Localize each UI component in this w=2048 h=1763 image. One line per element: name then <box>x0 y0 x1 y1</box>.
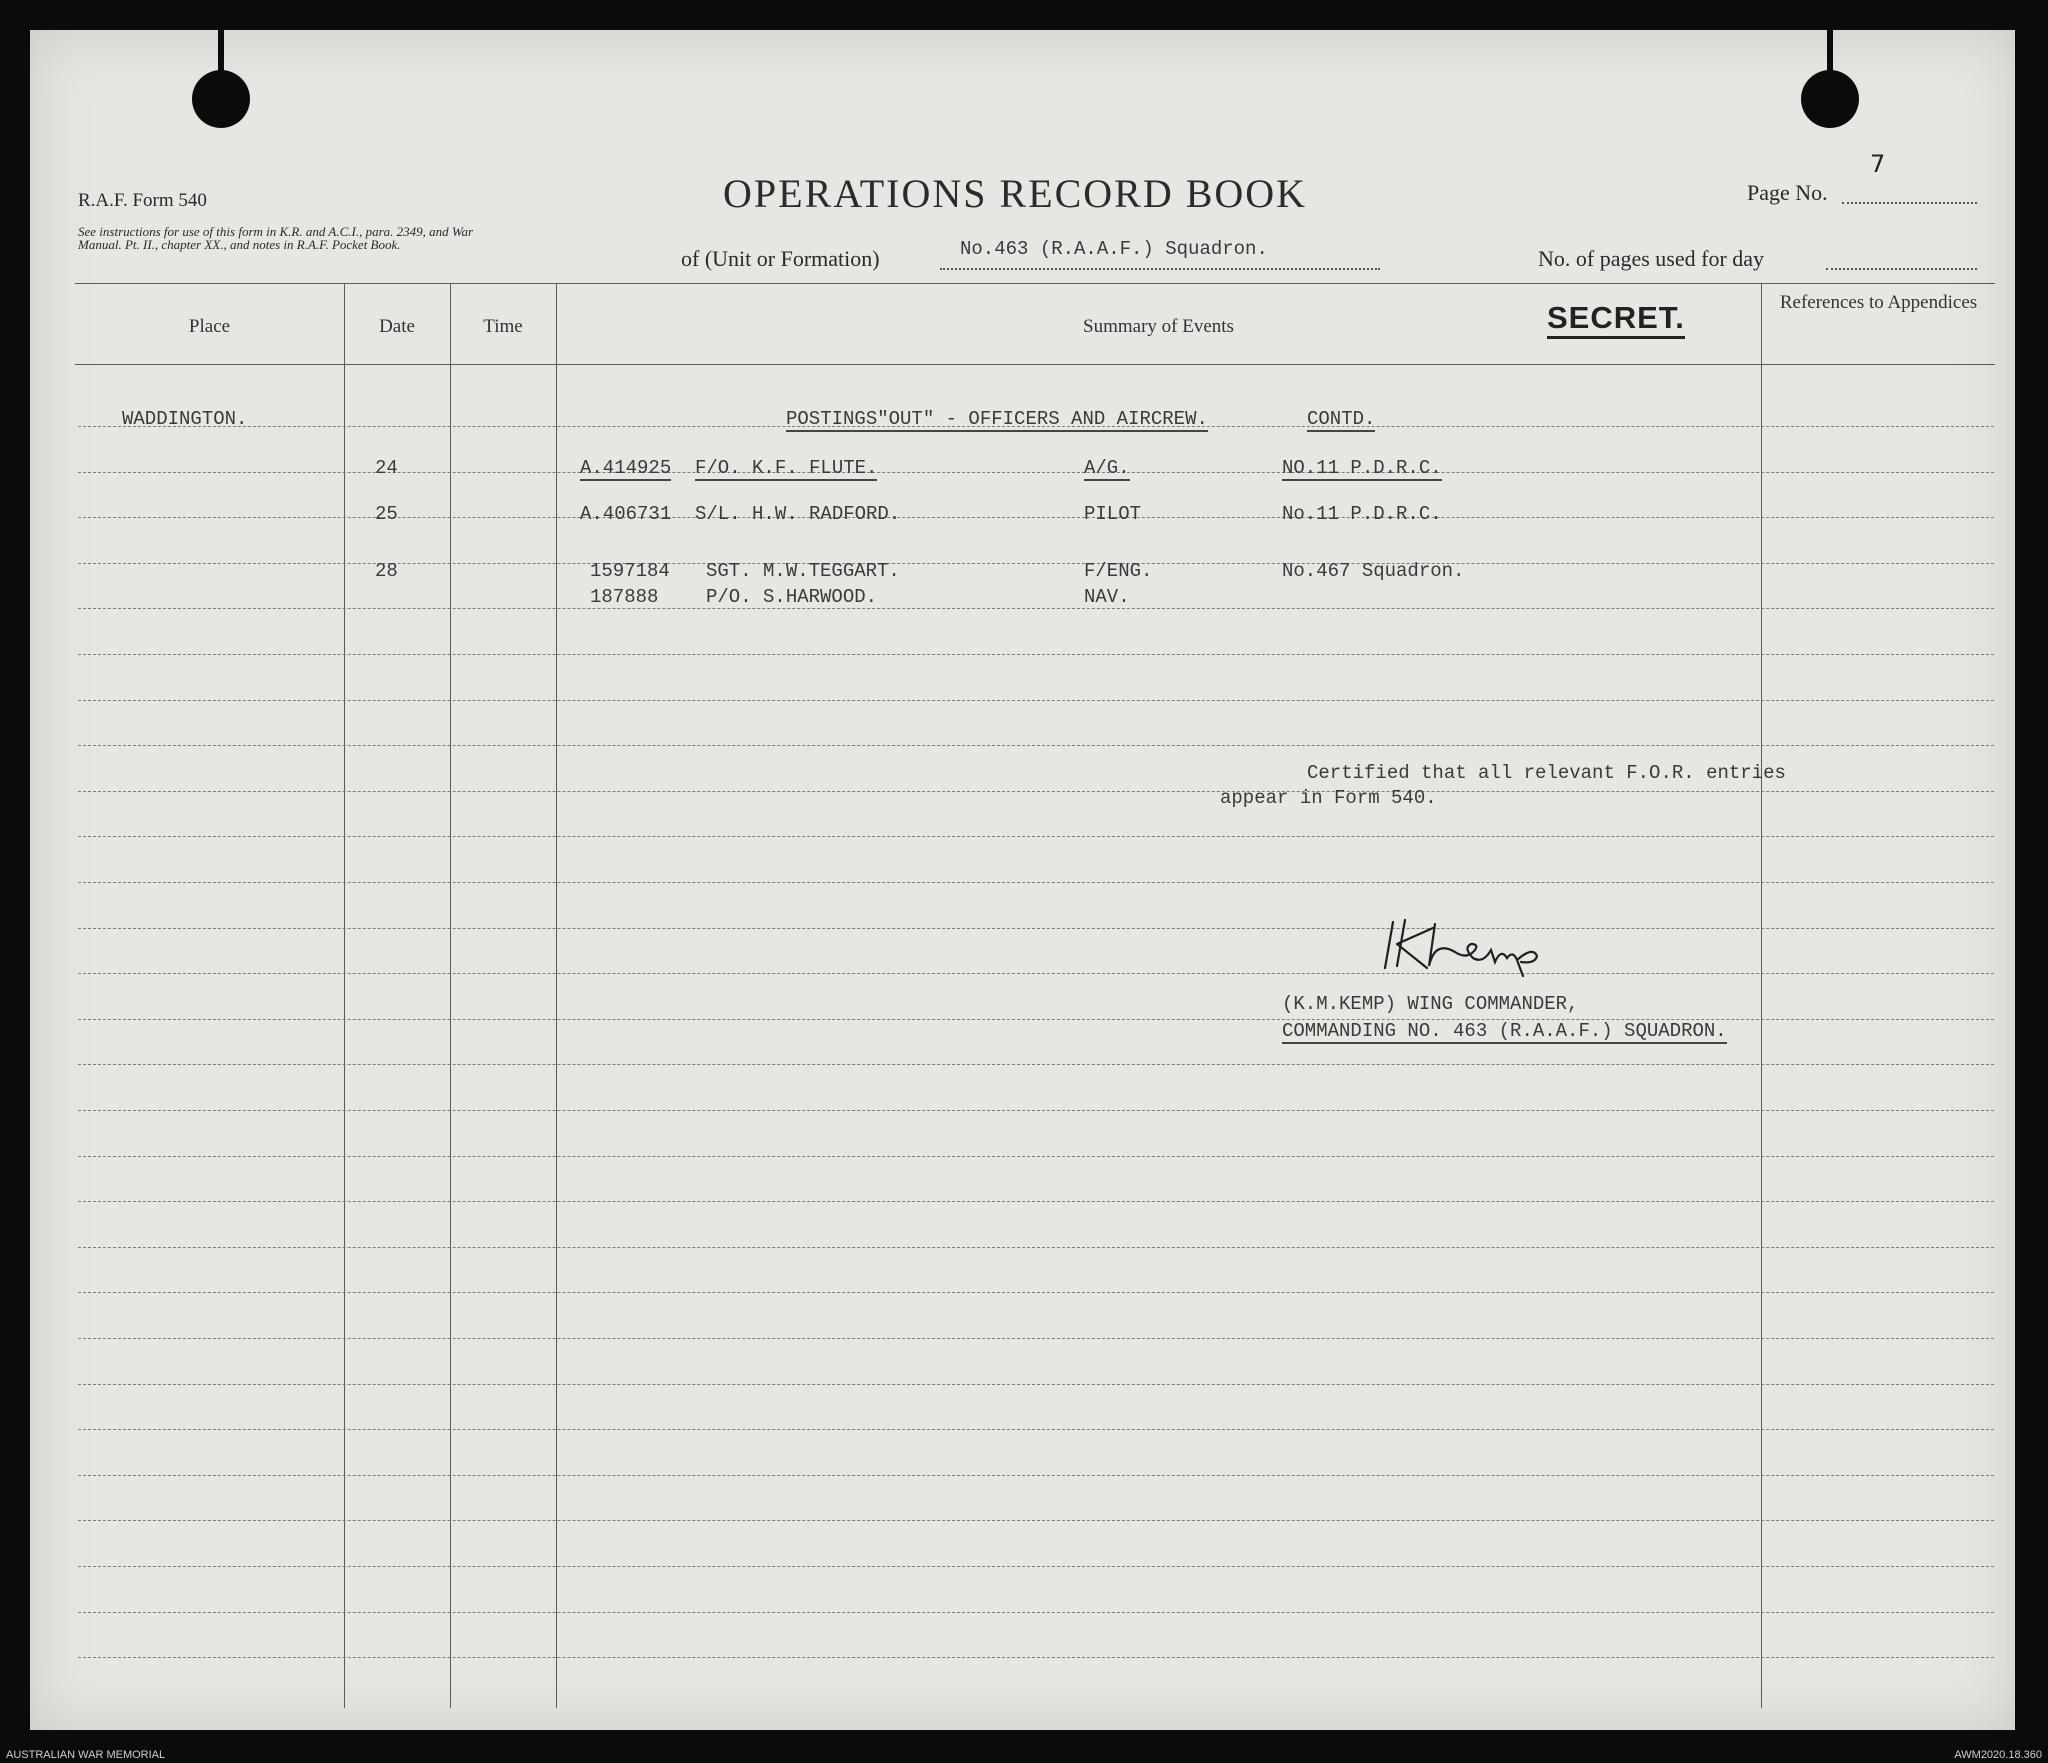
signatory-name: (K.M.KEMP) WING COMMANDER, <box>1282 993 1579 1015</box>
ruled-line <box>78 1201 1994 1202</box>
ruled-line <box>78 563 1994 564</box>
column-header-summary: Summary of Events <box>1083 316 1234 337</box>
record-sheet <box>30 30 2015 1730</box>
table-top-border <box>75 283 1995 284</box>
page-number-label: Page No. <box>1747 180 1828 205</box>
ruled-line <box>78 608 1994 609</box>
ruled-line <box>78 1520 1994 1521</box>
unit-value: No.463 (R.A.A.F.) Squadron. <box>960 238 1268 260</box>
ruled-line <box>78 1657 1994 1658</box>
ruled-line <box>78 1475 1994 1476</box>
ruled-line <box>78 472 1994 473</box>
row-name: F/O. K.F. FLUTE. <box>695 457 878 479</box>
ruled-line <box>78 1566 1994 1567</box>
page-number-line <box>1842 202 1977 204</box>
place-entry: WADDINGTON. <box>122 408 248 430</box>
ruled-line <box>78 745 1994 746</box>
certification-line-1: Certified that all relevant F.O.R. entries <box>1307 762 1786 784</box>
row-date: 24 <box>375 457 398 479</box>
ruled-line <box>78 1292 1994 1293</box>
ruled-line <box>78 1247 1994 1248</box>
footer-right: AWM2020.18.360 <box>1954 1749 2042 1761</box>
ruled-line <box>78 1429 1994 1430</box>
ruled-line <box>78 791 1994 792</box>
row-posting: No.467 Squadron. <box>1282 560 1465 582</box>
page-number-value: 7 <box>1870 150 1886 178</box>
footer-left: AUSTRALIAN WAR MEMORIAL <box>6 1749 166 1761</box>
ruled-line <box>78 1156 1994 1157</box>
row-service-number: 187888 <box>590 586 659 608</box>
section-heading-contd: CONTD. <box>1307 408 1376 430</box>
binder-hole-right <box>1801 70 1859 128</box>
column-divider-place <box>344 283 345 1708</box>
column-divider-summary <box>1761 283 1762 1708</box>
table-header-bottom-border <box>75 364 1995 365</box>
pages-used-label: No. of pages used for day <box>1538 246 1765 271</box>
row-name: SGT. M.W.TEGGART. <box>706 560 900 582</box>
row-role: NAV. <box>1084 586 1130 608</box>
ruled-line <box>78 654 1994 655</box>
unit-label: of (Unit or Formation) <box>681 246 880 271</box>
signature-image <box>1375 910 1545 980</box>
section-heading: POSTINGS"OUT" - OFFICERS AND AIRCREW. <box>786 408 1208 430</box>
row-service-number: A.414925 <box>580 457 672 479</box>
ruled-line <box>78 1064 1994 1065</box>
ruled-line <box>78 1384 1994 1385</box>
certification-line-2: appear in Form 540. <box>1220 787 1437 809</box>
ruled-line <box>78 1110 1994 1111</box>
row-service-number: 1597184 <box>590 560 670 582</box>
column-header-time: Time <box>483 316 523 337</box>
ruled-line <box>78 973 1994 974</box>
row-role: F/ENG. <box>1084 560 1153 582</box>
ruled-line <box>78 882 1994 883</box>
binder-hole-left <box>192 70 250 128</box>
signatory-title: COMMANDING NO. 463 (R.A.A.F.) SQUADRON. <box>1282 1020 1727 1042</box>
row-date: 28 <box>375 560 398 582</box>
row-role: PILOT <box>1084 503 1142 525</box>
classification-stamp: SECRET. <box>1547 300 1685 339</box>
row-name: S/L. H.W. RADFORD. <box>695 503 901 525</box>
column-header-references: References to Appendices <box>1779 292 1978 313</box>
ruled-line <box>78 836 1994 837</box>
ruled-line <box>78 700 1994 701</box>
row-date: 25 <box>375 503 398 525</box>
unit-line <box>940 268 1380 270</box>
row-posting: NO.11 P.D.R.C. <box>1282 457 1442 479</box>
pages-used-line <box>1826 268 1977 270</box>
column-header-place: Place <box>188 316 231 337</box>
column-header-date: Date <box>379 316 415 337</box>
column-divider-date <box>450 283 451 1708</box>
form-instructions: See instructions for use of this form in K.R. and A.C.I., para. 2349, and War Manual. Pt. II., chapter XX., and notes in R.A.F. Pocket Book. <box>78 224 474 252</box>
row-service-number: A.406731 <box>580 503 672 525</box>
form-label: R.A.F. Form 540 <box>78 190 207 211</box>
ruled-line <box>78 1612 1994 1613</box>
ruled-line <box>78 928 1994 929</box>
ruled-line <box>78 517 1994 518</box>
row-posting: No.11 P.D.R.C. <box>1282 503 1442 525</box>
ruled-line <box>78 1338 1994 1339</box>
column-divider-time <box>556 283 557 1708</box>
row-role: A/G. <box>1084 457 1130 479</box>
row-name: P/O. S.HARWOOD. <box>706 586 878 608</box>
page-title: OPERATIONS RECORD BOOK <box>723 171 1308 216</box>
